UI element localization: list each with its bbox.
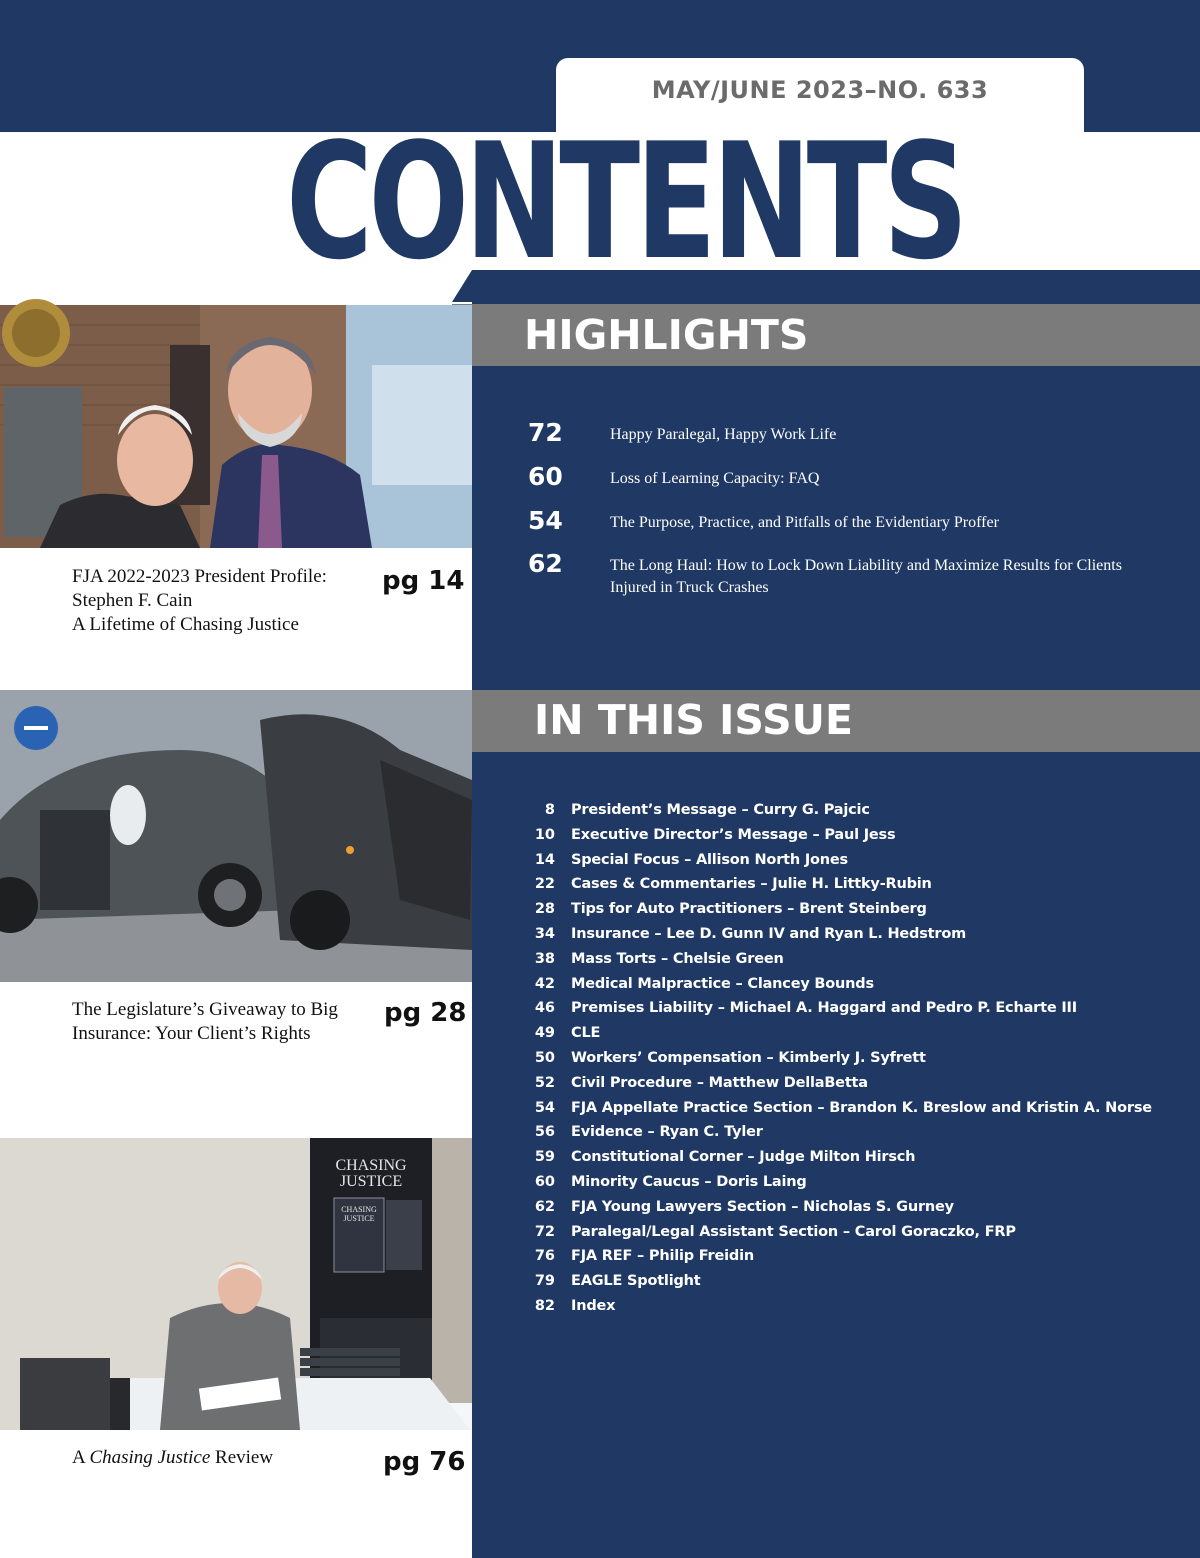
item-label: Premises Liability – Michael A. Haggard and Pedro P. Echarte III	[571, 1000, 1077, 1017]
feature-caption	[72, 1446, 362, 1470]
item-page: 56	[534, 1124, 555, 1141]
list-item[interactable]	[520, 1021, 1180, 1046]
list-item[interactable]	[520, 996, 1180, 1021]
item-page: 52	[534, 1074, 555, 1091]
highlight-page: 72	[528, 418, 563, 447]
item-page: 82	[534, 1297, 555, 1314]
banner-title-line: JUSTICE	[339, 1173, 403, 1190]
item-label: FJA Young Lawyers Section – Nicholas S. Gurney	[571, 1198, 954, 1215]
caption-line: The Legislature’s Giveaway to Big	[72, 999, 338, 1020]
page-reference[interactable]: pg 28	[384, 998, 467, 1028]
list-item[interactable]	[520, 1145, 1180, 1170]
caption-suffix: Review	[210, 1447, 274, 1468]
issue-list	[520, 798, 1180, 1319]
caption-line: Stephen F. Cain	[72, 590, 193, 611]
item-page: 54	[534, 1099, 555, 1116]
highlight-title: Loss of Learning Capacity: FAQ	[610, 470, 820, 487]
item-page: 8	[544, 802, 555, 818]
feature-caption	[72, 998, 362, 1046]
item-label: Tips for Auto Practitioners – Brent Steinberg	[571, 901, 927, 918]
list-item[interactable]	[520, 1170, 1180, 1195]
list-item[interactable]	[520, 1244, 1180, 1269]
item-label: Medical Malpractice – Clancey Bounds	[571, 975, 874, 992]
feature-caption	[72, 565, 362, 637]
item-label: Cases & Commentaries – Julie H. Littky-Rubin	[571, 876, 932, 893]
list-item[interactable]	[520, 872, 1180, 897]
item-page: 28	[534, 901, 555, 918]
item-label: Insurance – Lee D. Gunn IV and Ryan L. Hedstrom	[571, 925, 967, 942]
president-profile-photo[interactable]	[0, 305, 472, 548]
item-page: 34	[534, 925, 555, 942]
item-page: 62	[534, 1198, 555, 1215]
highlights-heading: HIGHLIGHTS	[524, 311, 809, 359]
crash-photo-illustration	[0, 690, 472, 982]
item-label: Special Focus – Allison North Jones	[571, 851, 848, 868]
highlight-page: 62	[528, 549, 563, 578]
list-item[interactable]	[520, 848, 1180, 873]
highlight-title: The Long Haul: How to Lock Down Liability and Maximize Results for Clients Injured in Truck Crashes	[610, 557, 1122, 596]
list-item[interactable]	[520, 798, 1180, 823]
item-page: 76	[534, 1248, 555, 1265]
page-title: CONTENTS	[286, 108, 964, 295]
highlight-title: The Purpose, Practice, and Pitfalls of the Evidentiary Proffer	[610, 514, 999, 531]
list-item[interactable]	[520, 897, 1180, 922]
item-label: Minority Caucus – Doris Laing	[571, 1173, 807, 1190]
highlight-page: 54	[528, 506, 563, 535]
item-label: FJA Appellate Practice Section – Brandon K. Breslow and Kristin A. Norse	[571, 1099, 1152, 1116]
item-page: 49	[534, 1025, 555, 1042]
highlight-page: 60	[528, 462, 563, 491]
book-signing-photo[interactable]	[0, 1138, 472, 1430]
list-item[interactable]	[520, 1096, 1180, 1121]
in-this-issue-heading: IN THIS ISSUE	[534, 696, 853, 744]
item-page: 14	[534, 851, 555, 868]
item-page: 72	[534, 1223, 555, 1240]
caption-line: A Lifetime of Chasing Justice	[72, 614, 299, 635]
item-label: EAGLE Spotlight	[571, 1273, 701, 1290]
item-label: Evidence – Ryan C. Tyler	[571, 1124, 763, 1141]
item-label: Index	[571, 1297, 616, 1314]
item-page: 38	[534, 950, 555, 967]
list-item[interactable]	[520, 1195, 1180, 1220]
page-reference[interactable]: pg 14	[382, 566, 465, 596]
car-crash-photo[interactable]	[0, 690, 472, 982]
book-cover-title: JUSTICE	[343, 1214, 375, 1223]
list-item[interactable]	[520, 972, 1180, 997]
item-page: 22	[534, 876, 555, 893]
item-page: 50	[534, 1049, 555, 1066]
item-label: Paralegal/Legal Assistant Section – Carol Goraczko, FRP	[571, 1223, 1016, 1240]
list-item[interactable]	[520, 1294, 1180, 1319]
item-label: President’s Message – Curry G. Pajcic	[571, 802, 870, 818]
list-item[interactable]	[520, 1046, 1180, 1071]
item-label: Workers’ Compensation – Kimberly J. Syfrett	[571, 1049, 926, 1066]
list-item[interactable]	[520, 1071, 1180, 1096]
item-page: 59	[534, 1149, 555, 1166]
list-item[interactable]	[520, 823, 1180, 848]
list-item[interactable]	[520, 1120, 1180, 1145]
caption-italic-title: Chasing Justice	[89, 1447, 211, 1468]
item-label: Constitutional Corner – Judge Milton Hirsch	[571, 1149, 916, 1166]
item-page: 42	[534, 975, 555, 992]
caption-prefix: A	[72, 1447, 90, 1468]
list-item[interactable]	[520, 1269, 1180, 1294]
book-signing-illustration	[0, 1138, 472, 1430]
highlight-title: Happy Paralegal, Happy Work Life	[610, 426, 837, 443]
list-item[interactable]	[520, 1220, 1180, 1245]
item-label: Executive Director’s Message – Paul Jess	[571, 826, 896, 843]
item-label: CLE	[571, 1025, 601, 1042]
caption-line: FJA 2022-2023 President Profile:	[72, 566, 327, 587]
item-page: 10	[534, 826, 555, 843]
item-label: Mass Torts – Chelsie Green	[571, 950, 784, 967]
caption-line: Insurance: Your Client’s Rights	[72, 1023, 311, 1044]
banner-title-line: CHASING	[335, 1157, 407, 1174]
item-label: Civil Procedure – Matthew DellaBetta	[571, 1074, 868, 1091]
issue-date: MAY/JUNE 2023–NO. 633	[651, 76, 989, 104]
list-item[interactable]	[520, 947, 1180, 972]
item-page: 79	[534, 1273, 555, 1290]
page-reference[interactable]: pg 76	[383, 1447, 466, 1477]
president-photo-illustration	[0, 305, 472, 548]
item-page: 46	[534, 1000, 555, 1017]
item-page: 60	[534, 1173, 555, 1190]
item-label: FJA REF – Philip Freidin	[571, 1248, 754, 1265]
book-cover-title: CHASING	[341, 1205, 377, 1214]
list-item[interactable]	[520, 922, 1180, 947]
